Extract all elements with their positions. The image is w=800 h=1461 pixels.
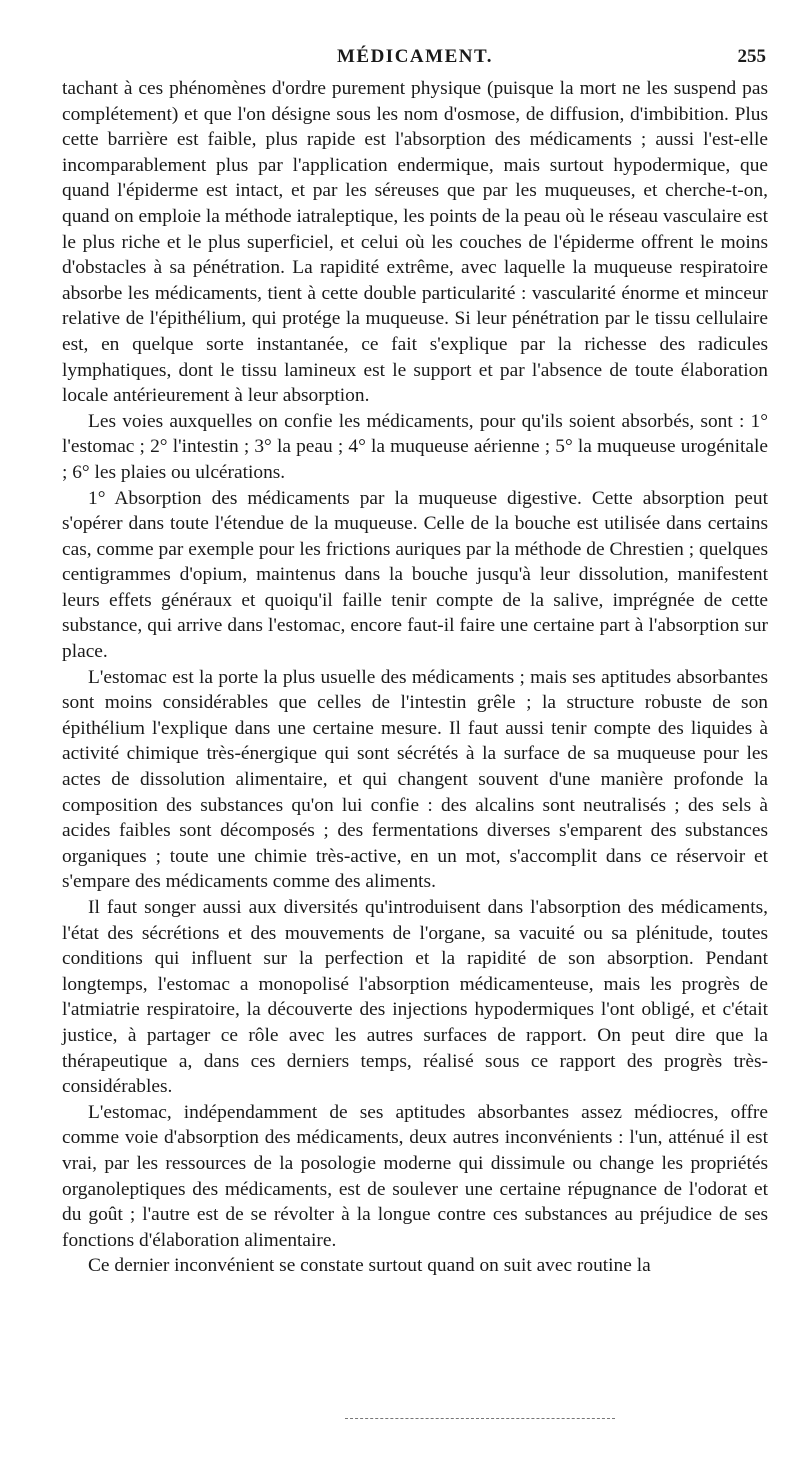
paragraph: Ce dernier inconvénient se constate surtout quand on suit avec routine la	[88, 1255, 651, 1277]
paragraph: L'estomac, indépendamment de ses aptitudes absorbantes assez médiocres, offre comme voie d'absorption des médicaments, deux autres inconvénients : l'un, atténué il est vrai, par les ressources de la posologie moderne qui dissimule ou change les propriétés organoleptiques des médicaments, est de soulever une certaine répugnance de l'odorat et du goût ; l'autre est de se révolter à la longue contre ces substances au préjudice de ses fonctions d'élaboration alimentaire.	[62, 1101, 768, 1251]
paragraph: 1° Absorption des médicaments par la muqueuse digestive. Cette absorption peut s'opérer dans toute l'étendue de la muqueuse. Celle de la bouche est utilisée dans certains cas, comme par exemple pour les frictions auriques par la méthode de Chrestien ; quelques centigrammes d'opium, maintenus dans la bouche jusqu'à leur dissolution, manifestent leurs effets généraux et quoiqu'il faille tenir compte de la salive, imprégnée de cette substance, qui arrive dans l'estomac, encore faut-il faire une certaine part à l'absorption sur place.	[62, 487, 768, 663]
body-text	[62, 76, 768, 1279]
paragraph: tachant à ces phénomènes d'ordre purement physique (puisque la mort ne les suspend pas complétement) et que l'on désigne sous les nom d'osmose, de diffusion, d'imbibition. Plus cette barrière est faible, plus rapide est l'absorption des médicaments ; aussi l'est-elle incomparablement plus par l'application endermique, mais surtout hypodermique, que quand l'épiderme est intact, et par les séreuses que par les muqueuses, et cherche-t-on, quand on emploie la méthode iatraleptique, les points de la peau où le réseau vasculaire est le plus riche et le plus superficiel, et celui où les couches de l'épiderme offrent le moins d'obstacles à sa pénétration. La rapidité extrême, avec laquelle la muqueuse respiratoire absorbe les médicaments, tient à cette double particularité : vascularité énorme et minceur relative de l'épithélium, qui protége la muqueuse. Si leur pénétration par le tissu cellulaire est, en quelque sorte instantanée, ce fait s'explique par la richesse des radicules lymphatiques, dont le tissu lamineux est le support et par l'absence de toute élaboration locale antérieurement à leur absorption.	[62, 78, 768, 407]
paragraph: L'estomac est la porte la plus usuelle des médicaments ; mais ses aptitudes absorbantes sont moins considérables que celles de l'intestin grêle ; la structure robuste de son épithélium l'explique dans une certaine mesure. Il faut aussi tenir compte des liquides à activité chimique très-énergique qui sont sécrétés à la surface de sa muqueuse pour les actes de dissolution alimentaire, et qui changent souvent d'une manière profonde la composition des substances qu'on lui confie : des alcalins sont neutralisés ; des sels à acides faibles sont décomposés ; des fermentations diverses s'emparent des substances organiques ; toute une chimie très-active, en un mot, s'accomplit dans ce réservoir et s'empare des médicaments comme des aliments.	[62, 666, 768, 893]
page-number: 255	[737, 46, 766, 67]
page-header	[60, 44, 770, 74]
paragraph: Il faut songer aussi aux diversités qu'introduisent dans l'absorption des médicaments, l'état des sécrétions et des mouvements de l'organe, sa vacuité ou sa plénitude, toutes conditions qui influent sur la perfection et la rapidité de son absorption. Pendant longtemps, l'estomac a monopolisé l'absorption médicamenteuse, mais les progrès de l'atmiatrie respiratoire, la découverte des injections hypodermiques l'ont obligé, et c'était justice, à partager ce rôle avec les autres surfaces de rapport. On peut dire que la thérapeutique a, dans ces derniers temps, réalisé sous ce rapport des progrès très-considérables.	[62, 897, 768, 1098]
paragraph: Les voies auxquelles on confie les médicaments, pour qu'ils soient absorbés, sont : 1° l'estomac ; 2° l'intestin ; 3° la peau ; 4° la muqueuse aérienne ; 5° la muqueuse urogénitale ; 6° les plaies ou ulcérations.	[62, 410, 768, 483]
running-title: MÉDICAMENT.	[336, 46, 493, 67]
footer-rule	[345, 1418, 615, 1419]
